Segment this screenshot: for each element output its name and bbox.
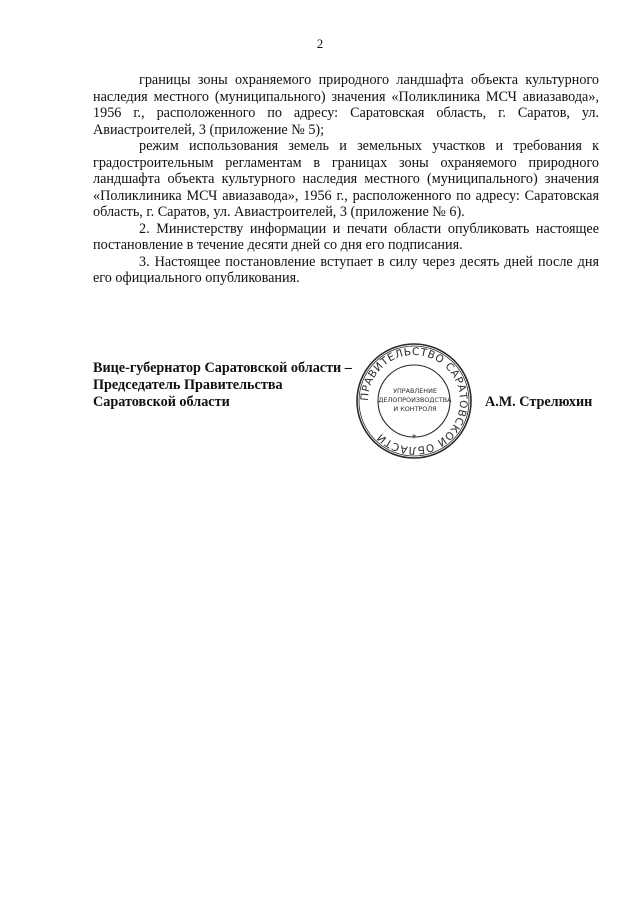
seal-ring-text: ПРАВИТЕЛЬСТВО САРАТОВСКОЙ ОБЛАСТИ bbox=[358, 345, 470, 457]
page-number: 2 bbox=[316, 36, 324, 51]
paragraph-effective-date: 3. Настоящее постановление вступает в силу через десять дней после дня его официального опубликования. bbox=[93, 253, 599, 286]
signatory-title-line-2: Председатель Правительства bbox=[93, 377, 283, 393]
seal-center-line-2: ДЕЛОПРОИЗВОДСТВА bbox=[378, 396, 452, 404]
signatory-title-line-3: Саратовской области bbox=[93, 394, 230, 410]
signature-block bbox=[93, 345, 613, 470]
signatory-name: А.М. Стрелюхин bbox=[485, 394, 593, 410]
paragraph-zone-boundaries: границы зоны охраняемого природного ландшафта объекта культурного наследия местного (муниципального) значения «Поликлиника МСЧ авиазавода», 1956 г., расположенного по адресу: Саратовская область, г. Саратов, ул. Авиастроителей, 3 (приложение № 5); bbox=[93, 72, 599, 138]
official-seal bbox=[355, 342, 473, 460]
paragraph-land-use-regime: режим использования земель и земельных участков и требования к градостроительным регламентам в границах зоны охраняемого природного ландшафта объекта культурного наследия местного (муниципального) значения «Поликлиника МСЧ авиазавода», 1956 г., расположенного по адресу: Саратовская область, г. Саратов, ул. Авиастроителей, 3 (приложение № 6). bbox=[93, 138, 599, 220]
official-seal-graphic bbox=[355, 342, 473, 460]
signatory-title-line-1: Вице-губернатор Саратовской области – bbox=[93, 360, 352, 376]
paragraph-publication-order: 2. Министерству информации и печати области опубликовать настоящее постановление в течение десяти дней со дня его подписания. bbox=[93, 220, 599, 253]
seal-center-line-3: И КОНТРОЛЯ bbox=[393, 405, 437, 413]
seal-star-icon: * bbox=[411, 433, 417, 444]
seal-center-line-1: УПРАВЛЕНИЕ bbox=[393, 387, 437, 395]
signatory-title bbox=[93, 360, 352, 411]
document-body bbox=[93, 72, 599, 287]
